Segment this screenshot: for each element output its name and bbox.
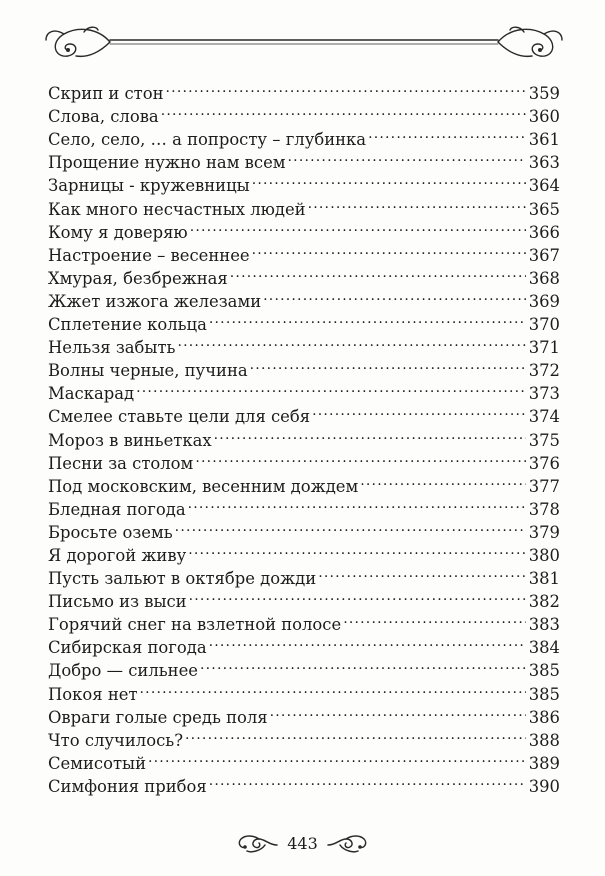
toc-entry-page: 379 bbox=[528, 522, 560, 542]
dot-leader bbox=[263, 284, 526, 307]
dot-leader bbox=[185, 723, 526, 746]
toc-entry-page: 373 bbox=[528, 384, 560, 404]
dot-leader bbox=[318, 561, 526, 584]
dot-leader bbox=[214, 422, 526, 445]
dot-leader bbox=[177, 330, 525, 353]
toc-entry-page: 389 bbox=[528, 753, 560, 773]
toc-entry-page: 371 bbox=[528, 338, 560, 358]
toc-entry-page: 388 bbox=[528, 730, 560, 750]
toc-entry-title: Бросьте оземь bbox=[48, 522, 173, 542]
toc-entry-page: 384 bbox=[528, 638, 560, 658]
toc-entry-title: Сплетение кольца bbox=[48, 315, 207, 335]
toc-entry-title: Зарницы - кружевницы bbox=[48, 176, 250, 196]
toc-entry-page: 360 bbox=[528, 107, 560, 127]
toc-entry-page: 375 bbox=[528, 430, 560, 450]
toc-entry-page: 369 bbox=[528, 291, 560, 311]
toc-entry-title: Песни за столом bbox=[48, 453, 194, 473]
dot-leader bbox=[209, 307, 526, 330]
dot-leader bbox=[189, 584, 526, 607]
toc-entry-title: Настроение – весеннее bbox=[48, 245, 250, 265]
toc-entry-title: Симфония прибоя bbox=[48, 776, 207, 796]
toc-entry-title: Что случилось? bbox=[48, 730, 183, 750]
table-of-contents bbox=[48, 76, 560, 796]
toc-entry-page: 385 bbox=[528, 684, 560, 704]
toc-entry-page: 386 bbox=[528, 707, 560, 727]
toc-entry-title: Покоя нет bbox=[48, 684, 138, 704]
dot-leader bbox=[230, 261, 526, 284]
dot-leader bbox=[140, 676, 526, 699]
toc-entry-page: 359 bbox=[528, 84, 560, 104]
toc-entry-page: 382 bbox=[528, 592, 560, 612]
dot-leader bbox=[209, 630, 526, 653]
dot-leader bbox=[195, 446, 525, 469]
toc-entry-page: 381 bbox=[528, 569, 560, 589]
dot-leader bbox=[312, 399, 526, 422]
toc-entry-page: 365 bbox=[528, 199, 560, 219]
toc-entry-title: Письмо из выси bbox=[48, 592, 187, 612]
dot-leader bbox=[188, 492, 526, 515]
toc-entry-title: Маскарад bbox=[48, 384, 135, 404]
toc-entry-title: Слова, слова bbox=[48, 107, 159, 127]
toc-entry-title: Кому я доверяю bbox=[48, 222, 188, 242]
toc-entry-title: Хмурая, безбрежная bbox=[48, 268, 228, 288]
toc-entry-page: 383 bbox=[528, 615, 560, 635]
toc-entry-title: Смелее ставьте цели для себя bbox=[48, 407, 311, 427]
toc-entry-title: Скрип и стон bbox=[48, 84, 164, 104]
toc-entry-title: Мороз в виньетках bbox=[48, 430, 212, 450]
dot-leader bbox=[252, 168, 526, 191]
toc-entry-title: Нельзя забыть bbox=[48, 338, 176, 358]
flourish-left-icon bbox=[237, 833, 279, 855]
dot-leader bbox=[175, 515, 526, 538]
dot-leader bbox=[200, 653, 526, 676]
page-footer bbox=[0, 829, 605, 859]
toc-entry-page: 370 bbox=[528, 315, 560, 335]
toc-entry-title: Волны черные, пучина bbox=[48, 361, 248, 381]
dot-leader bbox=[161, 99, 526, 122]
toc-entry-page: 390 bbox=[528, 776, 560, 796]
toc-entry-page: 380 bbox=[528, 545, 560, 565]
toc-entry-title: Как много несчастных людей bbox=[48, 199, 306, 219]
toc-entry-page: 368 bbox=[528, 268, 560, 288]
dot-leader bbox=[360, 469, 525, 492]
toc-entry-title: Добро — сильнее bbox=[48, 661, 198, 681]
toc-entry-title: Семисотый bbox=[48, 753, 146, 773]
dot-leader bbox=[250, 353, 526, 376]
toc-entry-title: Село, село, … а попросту – глубинка bbox=[48, 130, 367, 150]
toc-entry-page: 374 bbox=[528, 407, 560, 427]
dot-leader bbox=[308, 191, 526, 214]
dot-leader bbox=[166, 76, 526, 99]
toc-entry-page: 372 bbox=[528, 361, 560, 381]
toc-entry-page: 377 bbox=[528, 476, 560, 496]
dot-leader bbox=[288, 145, 526, 168]
toc-entry-title: Я дорогой живу bbox=[48, 545, 187, 565]
toc-entry-page: 361 bbox=[528, 130, 560, 150]
toc-entry-title: Горячий снег на взлетной полосе bbox=[48, 615, 342, 635]
dot-leader bbox=[136, 376, 526, 399]
toc-entry-title: Пусть зальют в октябре дожди bbox=[48, 569, 317, 589]
dot-leader bbox=[270, 700, 526, 723]
dot-leader bbox=[188, 538, 525, 561]
toc-entry-page: 366 bbox=[528, 222, 560, 242]
toc-entry-page: 385 bbox=[528, 661, 560, 681]
toc-entry-page: 376 bbox=[528, 453, 560, 473]
dot-leader bbox=[209, 769, 526, 792]
dot-leader bbox=[368, 122, 526, 145]
page-number: 443 bbox=[287, 834, 318, 853]
toc-entry-page: 367 bbox=[528, 245, 560, 265]
toc-entry-title: Овраги голые средь поля bbox=[48, 707, 268, 727]
flourish-divider-icon bbox=[40, 18, 568, 68]
toc-entry-title: Прощение нужно нам всем bbox=[48, 153, 286, 173]
toc-entry-page: 363 bbox=[528, 153, 560, 173]
dot-leader bbox=[343, 607, 526, 630]
toc-entry-title: Бледная погода bbox=[48, 499, 186, 519]
flourish-right-icon bbox=[326, 833, 368, 855]
toc-entry-title: Сибирская погода bbox=[48, 638, 207, 658]
toc-entry-page: 378 bbox=[528, 499, 560, 519]
toc-entry-title: Под московским, весенним дождем bbox=[48, 476, 359, 496]
dot-leader bbox=[252, 238, 526, 261]
dot-leader bbox=[148, 746, 526, 769]
toc-entry-title: Жжет изжога железами bbox=[48, 291, 262, 311]
toc-entry bbox=[48, 76, 560, 104]
dot-leader bbox=[190, 215, 526, 238]
toc-entry-page: 364 bbox=[528, 176, 560, 196]
